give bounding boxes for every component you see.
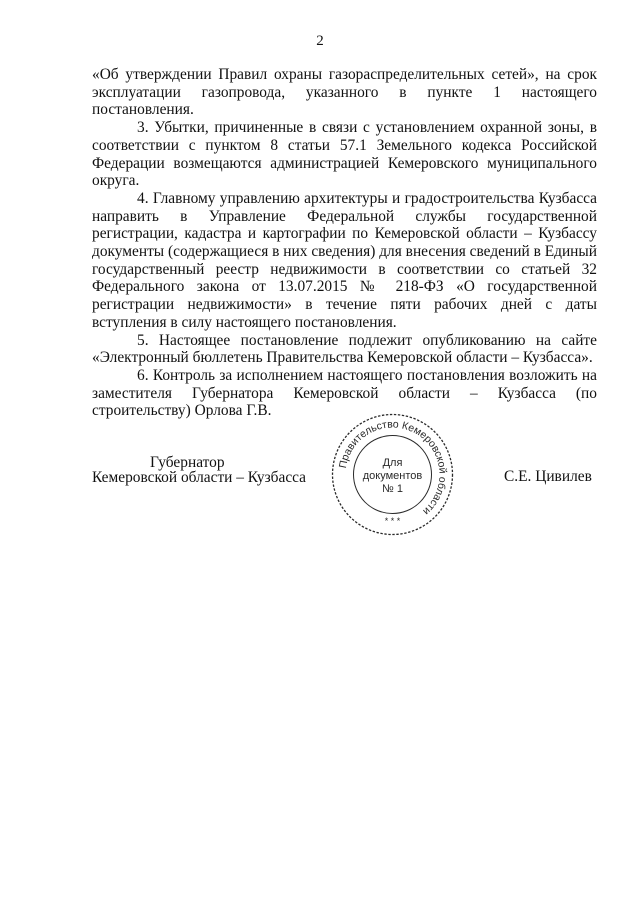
signatory-name: С.Е. Цивилев [504,468,592,485]
seal-center-line3: № 1 [382,483,403,495]
signatory-title-line1: Губернатор [150,454,225,471]
official-seal [330,412,455,537]
document-body [92,66,597,420]
seal-stars: * * * [384,516,401,526]
paragraph-continuation: «Об утверждении Правил охраны газораспределительных сетей», на срок эксплуатации газопровода, указанного в пункте 1 настоящего постановления. [92,66,597,119]
paragraph-item-6: 6. Контроль за исполнением настоящего постановления возложить на заместителя Губернатора Кемеровской области – Кузбасса (по строительству) Орлова Г.В. [92,366,597,420]
seal-center-line1: Для [382,457,403,469]
page-number: 2 [316,33,324,49]
paragraph-item-5: 5. Настоящее постановление подлежит опубликованию на сайте «Электронный бюллетень Правительства Кемеровской области – Кузбасса». [92,331,597,367]
seal-center-line2: документов [362,470,423,482]
signatory-title-line2: Кемеровской области – Кузбасса [92,469,307,486]
seal-ring-text: Правительство Кемеровской области [336,418,449,518]
paragraph-item-3: 3. Убытки, причиненные в связи с установлением охранной зоны, в соответствии с пунктом 8 статьи 57.1 Земельного кодекса Российской Федерации возмещаются администрацией Кемеровского муниципального округа. [92,119,597,190]
paragraph-item-4: 4. Главному управлению архитектуры и градостроительства Кузбасса направить в Управление Федеральной службы государственной регистрации, кадастра и картографии по Кемеровской области – Кузбассу документы (содержащиеся в них сведения) для внесения сведений в Единый государственный реестр недвижимости в соответствии со статьей 32 Федерального закона от 13.07.2015 № 218-ФЗ «О государственной регистрации недвижимости» в течение пяти рабочих дней с даты вступления в силу настоящего постановления. [92,189,597,331]
